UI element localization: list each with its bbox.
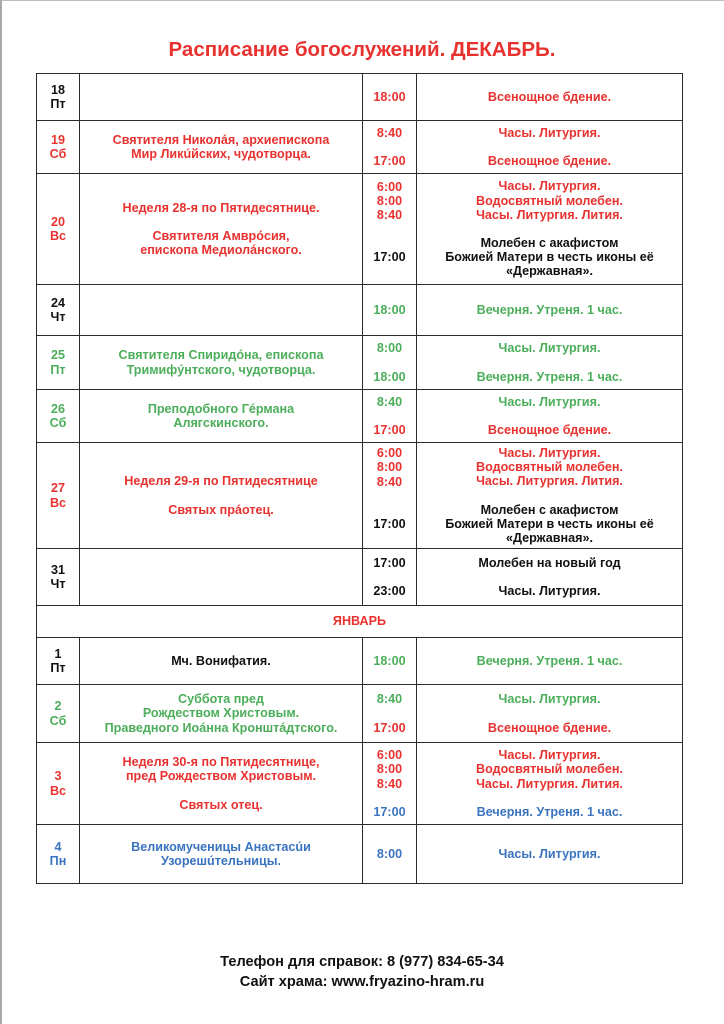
time-cell	[363, 74, 417, 121]
day-cell	[37, 743, 80, 825]
feast-line: Тримифýнтского, чудотворца.	[126, 362, 316, 377]
schedule-row	[37, 174, 683, 285]
service-name: Вечерня. Утреня. 1 час.	[476, 653, 623, 668]
feast-line: Святых отец.	[179, 797, 263, 812]
service-cell	[417, 638, 683, 685]
spacer	[367, 791, 412, 805]
service-cell	[417, 549, 683, 606]
website-info: Сайт храма: www.fryazino-hram.ru	[239, 974, 485, 990]
feast-line: Неделя 29-я по Пятидесятнице	[124, 474, 318, 489]
weekday: Сб	[49, 147, 67, 161]
service-name: Молебен с акафистом	[480, 502, 619, 517]
service-name: Часы. Литургия. Лития.	[476, 207, 623, 222]
day-number: 20	[50, 214, 65, 229]
service-time: 18:00	[373, 302, 406, 317]
feast-line: Святителя Николáя, архиепископа	[112, 132, 330, 147]
day-cell	[37, 825, 80, 884]
service-time: 8:00	[376, 460, 403, 475]
time-cell	[363, 336, 417, 390]
schedule-row	[37, 121, 683, 174]
day-cell	[37, 685, 80, 743]
feast-cell	[80, 121, 363, 174]
service-name: Часы. Литургия.	[498, 179, 601, 194]
spacer	[367, 503, 412, 517]
schedule-row	[37, 743, 683, 825]
service-name: Часы. Литургия.	[498, 748, 601, 763]
weekday: Вс	[49, 783, 67, 798]
weekday: Пт	[50, 661, 66, 675]
day-number: 2	[54, 699, 62, 714]
service-time: 18:00	[373, 369, 406, 384]
spacer	[367, 489, 412, 503]
time-cell	[363, 285, 417, 336]
day-cell	[37, 285, 80, 336]
page-title: Расписание богослужений. ДЕКАБРЬ.	[168, 38, 556, 61]
spacer	[367, 356, 412, 370]
service-cell	[417, 743, 683, 825]
month-header: ЯНВАРЬ	[37, 606, 683, 638]
service-name: Молебен на новый год	[478, 555, 621, 570]
schedule-row	[37, 638, 683, 685]
service-name: Всенощное бдение.	[487, 89, 612, 104]
feast-line: Суббота пред	[177, 692, 264, 707]
service-name: «Державная».	[506, 530, 593, 545]
weekday: Сб	[49, 416, 67, 430]
service-name: Часы. Литургия.	[498, 692, 601, 707]
service-time: 17:00	[373, 804, 406, 819]
time-cell	[363, 825, 417, 884]
weekday: Вс	[49, 495, 67, 510]
feast-line: Неделя 30-я по Пятидесятнице,	[122, 755, 320, 770]
service-cell	[417, 443, 683, 549]
weekday: Вс	[49, 229, 67, 243]
spacer	[367, 707, 412, 721]
feast-cell	[80, 743, 363, 825]
time-cell	[363, 174, 417, 285]
time-cell	[363, 121, 417, 174]
feast-cell	[80, 174, 363, 285]
service-name: Часы. Литургия.	[498, 125, 601, 140]
weekday: Пн	[49, 854, 67, 868]
schedule-row	[37, 390, 683, 443]
day-cell	[37, 174, 80, 285]
weekday: Сб	[49, 713, 67, 728]
day-number: 24	[50, 295, 65, 310]
service-name: Всенощное бдение.	[487, 423, 612, 437]
service-name: Водосвятный молебен.	[476, 193, 623, 208]
day-cell	[37, 336, 80, 390]
day-number: 18	[50, 82, 65, 97]
spacer	[367, 264, 412, 278]
day-number: 4	[54, 839, 62, 854]
time-cell	[363, 390, 417, 443]
spacer	[421, 570, 678, 584]
service-time: 17:00	[373, 720, 406, 735]
service-name: Часы. Литургия. Лития.	[476, 776, 623, 791]
feast-line: Святителя Спиридóна, епископа	[118, 348, 324, 363]
feast-cell	[80, 390, 363, 443]
service-time: 17:00	[373, 423, 406, 437]
feast-cell	[80, 336, 363, 390]
service-name: Часы. Литургия. Лития.	[476, 474, 623, 489]
service-name: Водосвятный молебен.	[476, 762, 623, 777]
feast-line: Праведного Иоáнна Кронштáдтского.	[104, 720, 338, 735]
service-time: 17:00	[373, 250, 406, 265]
day-number: 26	[50, 401, 65, 416]
spacer	[421, 356, 678, 370]
service-time: 17:00	[373, 555, 406, 570]
feast-cell	[80, 825, 363, 884]
service-time: 6:00	[376, 748, 403, 763]
service-name: Водосвятный молебен.	[476, 460, 623, 475]
spacer	[421, 140, 678, 154]
service-time: 17:00	[373, 154, 406, 168]
feast-cell	[80, 74, 363, 121]
service-name: Часы. Литургия.	[498, 341, 601, 356]
time-cell	[363, 743, 417, 825]
service-time: 8:00	[376, 341, 403, 356]
feast-cell	[80, 285, 363, 336]
service-time: 6:00	[376, 179, 403, 194]
day-number: 1	[54, 646, 62, 661]
spacer	[84, 784, 358, 798]
day-cell	[37, 390, 80, 443]
feast-cell	[80, 549, 363, 606]
service-name: Всенощное бдение.	[487, 720, 612, 735]
service-name: Часы. Литургия.	[498, 445, 601, 460]
day-number: 25	[50, 348, 65, 363]
service-name: Часы. Литургия.	[498, 846, 601, 861]
schedule-table	[36, 73, 683, 884]
month-header-row	[37, 606, 683, 638]
service-time: 18:00	[373, 653, 406, 668]
service-time: 8:40	[376, 776, 403, 791]
service-cell	[417, 285, 683, 336]
service-time: 8:00	[376, 193, 403, 208]
service-cell	[417, 685, 683, 743]
service-time: 8:40	[376, 692, 403, 707]
spacer	[367, 409, 412, 423]
feast-line: Святителя Амврóсия,	[152, 228, 290, 243]
feast-line: Неделя 28-я по Пятидесятнице.	[122, 200, 320, 215]
service-name: Всенощное бдение.	[487, 154, 612, 168]
feast-cell	[80, 443, 363, 549]
schedule-row	[37, 825, 683, 884]
feast-line: Преподобного Гéрмана	[147, 401, 295, 416]
service-cell	[417, 74, 683, 121]
feast-line: Рождеством Христовым.	[142, 706, 300, 721]
day-cell	[37, 443, 80, 549]
spacer	[367, 570, 412, 584]
service-name: «Державная».	[506, 264, 593, 279]
day-cell	[37, 74, 80, 121]
spacer	[367, 531, 412, 545]
spacer	[84, 489, 358, 503]
service-name: Вечерня. Утреня. 1 час.	[476, 302, 623, 317]
service-name: Вечерня. Утреня. 1 час.	[476, 369, 623, 384]
feast-line: Алягскинского.	[173, 416, 269, 430]
day-number: 27	[50, 481, 65, 496]
page-edge	[0, 0, 724, 1]
time-cell	[363, 685, 417, 743]
weekday: Чт	[50, 577, 66, 591]
service-cell	[417, 825, 683, 884]
service-cell	[417, 121, 683, 174]
service-cell	[417, 336, 683, 390]
time-cell	[363, 549, 417, 606]
day-number: 31	[50, 562, 65, 577]
feast-cell	[80, 685, 363, 743]
service-time: 8:40	[376, 208, 403, 222]
time-cell	[363, 443, 417, 549]
service-time: 17:00	[373, 516, 406, 531]
feast-line: Святых прáотец.	[168, 502, 274, 517]
day-number: 3	[54, 769, 62, 784]
service-name: Часы. Литургия.	[498, 394, 601, 409]
footer	[0, 952, 724, 992]
phone-info: Телефон для справок: 8 (977) 834-65-34	[220, 954, 504, 970]
schedule-row	[37, 74, 683, 121]
day-number: 19	[50, 132, 65, 147]
day-cell	[37, 638, 80, 685]
time-cell	[363, 638, 417, 685]
schedule-row	[37, 685, 683, 743]
spacer	[421, 791, 678, 805]
service-time: 18:00	[373, 89, 406, 104]
service-cell	[417, 174, 683, 285]
feast-line: Мч. Вонифатия.	[171, 653, 271, 668]
spacer	[421, 222, 678, 236]
weekday: Чт	[50, 310, 66, 324]
spacer	[367, 222, 412, 236]
schedule-row	[37, 443, 683, 549]
feast-line: Великомученицы Анастасúи	[131, 839, 311, 854]
day-cell	[37, 549, 80, 606]
feast-cell	[80, 638, 363, 685]
service-name: Божией Матери в честь иконы её	[445, 516, 654, 531]
spacer	[421, 707, 678, 721]
spacer	[421, 489, 678, 503]
service-time: 8:00	[376, 762, 403, 777]
service-cell	[417, 390, 683, 443]
feast-line: епископа Медиолáнского.	[140, 243, 302, 258]
service-name: Вечерня. Утреня. 1 час.	[476, 804, 623, 819]
spacer	[367, 140, 412, 154]
weekday: Пт	[50, 362, 66, 377]
feast-line: Мир Ликúйских, чудотворца.	[131, 147, 311, 161]
page-edge	[0, 0, 2, 1024]
service-time: 8:40	[376, 394, 403, 409]
service-time: 23:00	[373, 584, 406, 598]
spacer	[367, 236, 412, 250]
schedule-row	[37, 549, 683, 606]
spacer	[84, 215, 358, 229]
service-name: Часы. Литургия.	[498, 584, 601, 598]
service-time: 8:40	[376, 125, 403, 140]
schedule-row	[37, 336, 683, 390]
feast-line: Узорешúтельницы.	[161, 854, 281, 868]
day-cell	[37, 121, 80, 174]
feast-line: пред Рождеством Христовым.	[125, 769, 317, 784]
service-name: Молебен с акафистом	[480, 236, 619, 250]
service-time: 8:00	[376, 846, 403, 861]
service-name: Божией Матери в честь иконы её	[445, 250, 654, 265]
spacer	[421, 409, 678, 423]
service-time: 8:40	[376, 474, 403, 489]
schedule-row	[37, 285, 683, 336]
service-time: 6:00	[376, 446, 403, 461]
weekday: Пт	[50, 97, 66, 111]
